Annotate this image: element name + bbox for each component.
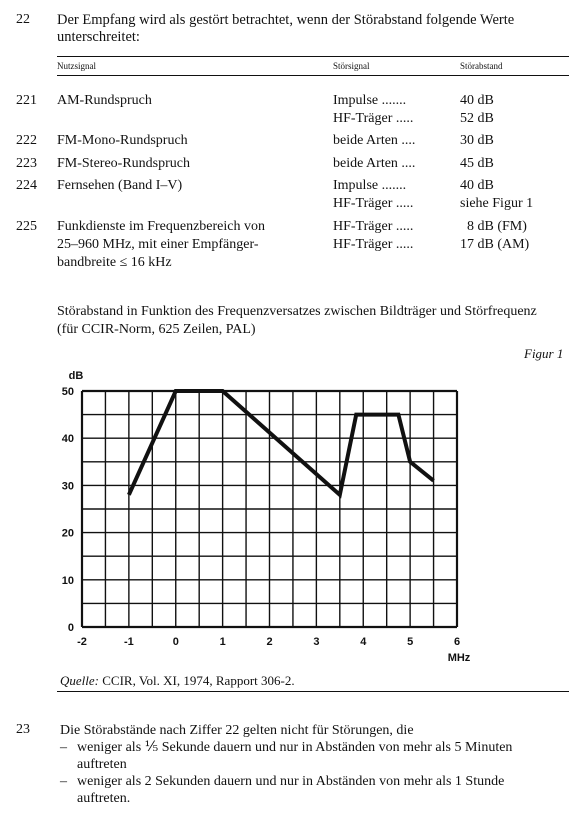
- section-22-intro: Der Empfang wird als gestört betrachtet, wenn der Störabstand folgende Werte unterschreitet:: [57, 12, 515, 45]
- table-row-number: 222: [16, 133, 37, 148]
- bullet-dash: –: [60, 774, 67, 789]
- source-label: Quelle:: [60, 673, 99, 688]
- section-22-number: 22: [16, 12, 30, 27]
- table-row-number: 224: [16, 178, 37, 193]
- section-23-intro: Die Störabstände nach Ziffer 22 gelten nicht für Störungen, die: [60, 723, 414, 738]
- table-row-use: FM-Mono-Rundspruch: [57, 133, 188, 148]
- x-tick-label: 5: [407, 636, 414, 648]
- table-row-use: bandbreite ≤ 16 kHz: [57, 255, 172, 270]
- y-tick-label: 50: [61, 386, 74, 398]
- table-row-value: 8 dB (FM): [460, 219, 527, 234]
- section-23-number: 23: [16, 722, 30, 737]
- table-row-number: 223: [16, 156, 37, 171]
- table-row-value: 52 dB: [460, 111, 494, 126]
- table-row-value: 30 dB: [460, 133, 494, 148]
- table-row-signal: beide Arten ....: [333, 156, 416, 171]
- series-line: [129, 391, 434, 495]
- bullet-text: auftreten.: [77, 791, 131, 806]
- table-row-use: 25–960 MHz, mit einer Empfänger-: [57, 237, 259, 252]
- figure-source: [60, 673, 295, 689]
- bullet-text: auftreten: [77, 757, 127, 772]
- table-row-signal: Impulse .......: [333, 93, 407, 108]
- y-tick-label: 20: [61, 527, 74, 540]
- x-tick-label: 4: [360, 636, 367, 648]
- table-header-stoersignal: Störsignal: [333, 61, 370, 71]
- figure-label: Figur 1: [524, 346, 564, 361]
- x-axis-label: MHz: [447, 652, 471, 664]
- table-row-number: 225: [16, 219, 37, 234]
- chart-series: [129, 391, 434, 495]
- bullet-text: weniger als ⅕ Sekunde dauern und nur in Abständen von mehr als 5 Minuten: [77, 740, 513, 755]
- table-row-signal: Impulse .......: [333, 178, 407, 193]
- table-header-stoerabstand: Störabstand: [460, 61, 503, 71]
- x-tick-label: 2: [266, 636, 273, 648]
- table-row-use: Fernsehen (Band I–V): [57, 178, 183, 193]
- table-row-value: 45 dB: [460, 156, 494, 171]
- table-row-use: FM-Stereo-Rundspruch: [57, 156, 190, 171]
- table-row-signal: HF-Träger .....: [333, 111, 414, 126]
- table-header-rule: [57, 75, 569, 76]
- table-row-signal: HF-Träger .....: [333, 219, 414, 234]
- x-tick-label: -1: [123, 636, 134, 648]
- y-tick-label: 0: [67, 622, 74, 634]
- x-tick-label: -2: [77, 636, 87, 648]
- bullet-dash: –: [60, 740, 67, 755]
- table-row-value: 40 dB: [460, 178, 494, 193]
- table-row-use: AM-Rundspruch: [57, 93, 152, 108]
- table-row-number: 221: [16, 93, 37, 108]
- table-row-use: Funkdienste im Frequenzbereich von: [57, 219, 266, 234]
- table-row-value: 40 dB: [460, 93, 494, 108]
- x-tick-label: 6: [453, 636, 461, 648]
- x-tick-label: 3: [313, 636, 320, 648]
- bullet-text: weniger als 2 Sekunden dauern und nur in Abständen von mehr als 1 Stunde: [77, 774, 505, 789]
- table-top-rule: [57, 56, 569, 57]
- x-tick-label: 0: [172, 636, 179, 648]
- source-text: CCIR, Vol. XI, 1974, Rapport 306-2.: [98, 673, 295, 688]
- y-tick-label: 40: [61, 433, 74, 446]
- table-row-value: 17 dB (AM): [460, 237, 530, 252]
- stoerabstand-chart: [0, 355, 578, 665]
- table-row-signal: HF-Träger .....: [333, 237, 414, 252]
- source-rule: [57, 691, 569, 692]
- y-tick-label: 10: [61, 574, 74, 587]
- y-tick-label: 30: [61, 480, 74, 493]
- y-axis-label: dB: [68, 370, 84, 382]
- table-row-signal: HF-Träger .....: [333, 196, 414, 211]
- table-row-value: siehe Figur 1: [460, 196, 534, 211]
- table-header-nutzsignal: Nutzsignal: [57, 61, 96, 71]
- figure-caption: Störabstand in Funktion des Frequenzversatzes zwischen Bildträger und Störfrequenz (für CCIR-Norm, 625 Zeilen, PAL): [57, 304, 537, 337]
- table-row-signal: beide Arten ....: [333, 133, 416, 148]
- x-tick-label: 1: [219, 636, 226, 648]
